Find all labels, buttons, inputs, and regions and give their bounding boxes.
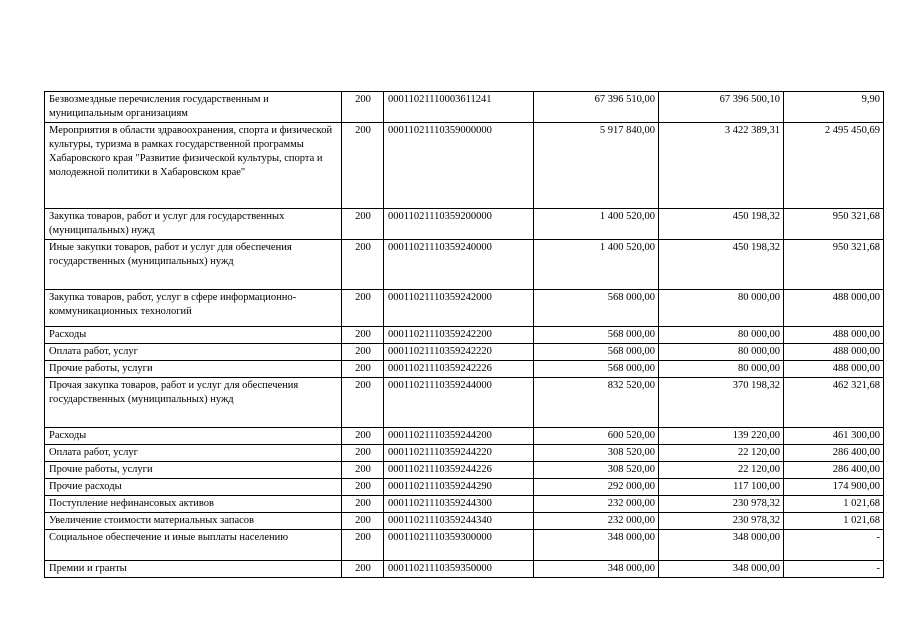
table-row (45, 513, 884, 530)
row-executed-amount: 230 978,32 (659, 496, 784, 513)
row-approved-amount: 292 000,00 (534, 479, 659, 496)
row-approved-amount: 1 400 520,00 (534, 240, 659, 290)
row-name: Прочие работы, услуги (45, 462, 342, 479)
table-row (45, 209, 884, 240)
row-remaining-amount: 1 021,68 (784, 513, 884, 530)
row-remaining-amount: 174 900,00 (784, 479, 884, 496)
table-row (45, 479, 884, 496)
row-code: 200 (342, 240, 384, 290)
row-code: 200 (342, 209, 384, 240)
row-executed-amount: 348 000,00 (659, 561, 784, 578)
row-approved-amount: 568 000,00 (534, 344, 659, 361)
row-remaining-amount: 950 321,68 (784, 240, 884, 290)
row-executed-amount: 22 120,00 (659, 462, 784, 479)
row-executed-amount: 67 396 500,10 (659, 92, 784, 123)
row-budget-code: 00011021110359242200 (384, 327, 534, 344)
row-executed-amount: 3 422 389,31 (659, 123, 784, 209)
table-row (45, 92, 884, 123)
row-name: Закупка товаров, работ, услуг в сфере информационно-коммуникационных технологий (45, 290, 342, 327)
table-row (45, 561, 884, 578)
row-name: Прочая закупка товаров, работ и услуг для обеспечения государственных (муниципальных) нужд (45, 378, 342, 428)
row-budget-code: 00011021110359242000 (384, 290, 534, 327)
row-budget-code: 00011021110003611241 (384, 92, 534, 123)
row-remaining-amount: 488 000,00 (784, 344, 884, 361)
row-budget-code: 00011021110359244300 (384, 496, 534, 513)
row-name: Закупка товаров, работ и услуг для государственных (муниципальных) нужд (45, 209, 342, 240)
row-name: Премии и гранты (45, 561, 342, 578)
row-remaining-amount: - (784, 561, 884, 578)
table-row (45, 530, 884, 561)
row-budget-code: 00011021110359242226 (384, 361, 534, 378)
row-executed-amount: 450 198,32 (659, 209, 784, 240)
row-budget-code: 00011021110359244220 (384, 445, 534, 462)
row-approved-amount: 1 400 520,00 (534, 209, 659, 240)
row-approved-amount: 568 000,00 (534, 327, 659, 344)
table-row (45, 290, 884, 327)
row-remaining-amount: 2 495 450,69 (784, 123, 884, 209)
table-row (45, 428, 884, 445)
row-budget-code: 00011021110359000000 (384, 123, 534, 209)
row-remaining-amount: 286 400,00 (784, 462, 884, 479)
row-approved-amount: 232 000,00 (534, 496, 659, 513)
row-name: Оплата работ, услуг (45, 445, 342, 462)
table-row (45, 240, 884, 290)
table-row (45, 327, 884, 344)
table-body (45, 92, 884, 578)
row-code: 200 (342, 428, 384, 445)
row-remaining-amount: 462 321,68 (784, 378, 884, 428)
table-row (45, 361, 884, 378)
row-approved-amount: 348 000,00 (534, 561, 659, 578)
row-approved-amount: 308 520,00 (534, 445, 659, 462)
row-budget-code: 00011021110359244340 (384, 513, 534, 530)
row-remaining-amount: 9,90 (784, 92, 884, 123)
row-executed-amount: 450 198,32 (659, 240, 784, 290)
row-code: 200 (342, 530, 384, 561)
row-executed-amount: 80 000,00 (659, 290, 784, 327)
row-remaining-amount: 286 400,00 (784, 445, 884, 462)
row-code: 200 (342, 123, 384, 209)
row-code: 200 (342, 378, 384, 428)
row-remaining-amount: 1 021,68 (784, 496, 884, 513)
row-code: 200 (342, 445, 384, 462)
row-approved-amount: 568 000,00 (534, 361, 659, 378)
row-name: Мероприятия в области здравоохранения, спорта и физической культуры, туризма в рамках государственной программы Хабаровского края "Развитие физической культуры, спорта и молодежной политики в Хабаровском крае" (45, 123, 342, 209)
row-budget-code: 00011021110359244290 (384, 479, 534, 496)
row-remaining-amount: 950 321,68 (784, 209, 884, 240)
table-row (45, 344, 884, 361)
row-executed-amount: 370 198,32 (659, 378, 784, 428)
row-name: Иные закупки товаров, работ и услуг для обеспечения государственных (муниципальных) нужд (45, 240, 342, 290)
row-approved-amount: 5 917 840,00 (534, 123, 659, 209)
row-executed-amount: 80 000,00 (659, 327, 784, 344)
row-name: Расходы (45, 428, 342, 445)
row-approved-amount: 568 000,00 (534, 290, 659, 327)
row-code: 200 (342, 496, 384, 513)
row-code: 200 (342, 479, 384, 496)
row-name: Расходы (45, 327, 342, 344)
row-remaining-amount: 461 300,00 (784, 428, 884, 445)
row-name: Прочие расходы (45, 479, 342, 496)
row-budget-code: 00011021110359350000 (384, 561, 534, 578)
row-executed-amount: 80 000,00 (659, 344, 784, 361)
table-row (45, 496, 884, 513)
row-code: 200 (342, 361, 384, 378)
row-remaining-amount: 488 000,00 (784, 327, 884, 344)
row-name: Увеличение стоимости материальных запасов (45, 513, 342, 530)
row-code: 200 (342, 462, 384, 479)
row-name: Оплата работ, услуг (45, 344, 342, 361)
row-executed-amount: 348 000,00 (659, 530, 784, 561)
row-code: 200 (342, 344, 384, 361)
row-budget-code: 00011021110359244200 (384, 428, 534, 445)
row-budget-code: 00011021110359200000 (384, 209, 534, 240)
table-row (45, 445, 884, 462)
row-remaining-amount: 488 000,00 (784, 361, 884, 378)
row-approved-amount: 832 520,00 (534, 378, 659, 428)
row-executed-amount: 139 220,00 (659, 428, 784, 445)
row-name: Безвозмездные перечисления государственным и муниципальным организациям (45, 92, 342, 123)
row-executed-amount: 22 120,00 (659, 445, 784, 462)
row-approved-amount: 232 000,00 (534, 513, 659, 530)
row-code: 200 (342, 290, 384, 327)
table-row (45, 462, 884, 479)
table-row (45, 378, 884, 428)
row-budget-code: 00011021110359244226 (384, 462, 534, 479)
row-code: 200 (342, 561, 384, 578)
budget-execution-table (44, 91, 884, 578)
row-executed-amount: 117 100,00 (659, 479, 784, 496)
row-code: 200 (342, 513, 384, 530)
row-code: 200 (342, 92, 384, 123)
row-approved-amount: 348 000,00 (534, 530, 659, 561)
row-name: Прочие работы, услуги (45, 361, 342, 378)
row-approved-amount: 308 520,00 (534, 462, 659, 479)
row-remaining-amount: 488 000,00 (784, 290, 884, 327)
row-budget-code: 00011021110359244000 (384, 378, 534, 428)
row-budget-code: 00011021110359242220 (384, 344, 534, 361)
row-approved-amount: 600 520,00 (534, 428, 659, 445)
row-name: Поступление нефинансовых активов (45, 496, 342, 513)
row-remaining-amount: - (784, 530, 884, 561)
row-budget-code: 00011021110359240000 (384, 240, 534, 290)
table-row (45, 123, 884, 209)
row-approved-amount: 67 396 510,00 (534, 92, 659, 123)
row-name: Социальное обеспечение и иные выплаты населению (45, 530, 342, 561)
row-code: 200 (342, 327, 384, 344)
row-budget-code: 00011021110359300000 (384, 530, 534, 561)
row-executed-amount: 230 978,32 (659, 513, 784, 530)
row-executed-amount: 80 000,00 (659, 361, 784, 378)
